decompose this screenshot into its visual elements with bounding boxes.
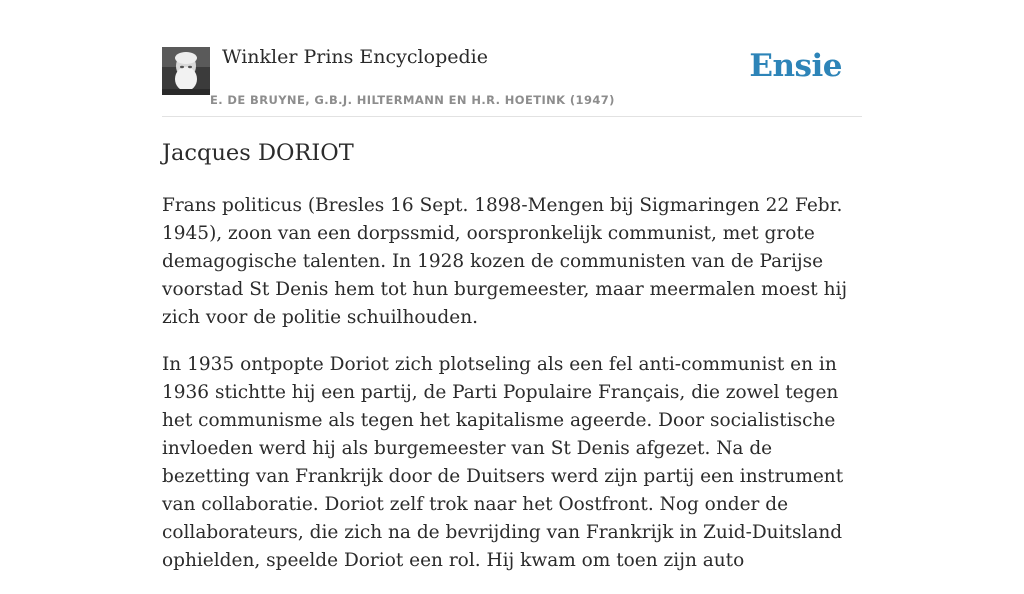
source-title-link[interactable]: Winkler Prins Encyclopedie: [222, 46, 488, 68]
author-avatar[interactable]: [162, 47, 210, 95]
ensie-logo-link[interactable]: Ensie: [749, 48, 842, 84]
article-paragraph: In 1935 ontpopte Doriot zich plotseling als een fel anti-communist en in 1936 stichtte hij een partij, de Parti Populaire Français, die zowel tegen het communisme als tegen het kapitalisme ageerde. Door socialistische invloeden werd hij als burgemeester van St Denis afgezet. Na de bezetting van Frankrijk door de Duitsers werd zijn partij een instrument van collaboratie. Doriot zelf trok naar het Oostfront. Nog onder de collaborateurs, die zich na de bevrijding van Frankrijk in Zuid-Duitsland ophielden, speelde Doriot een rol. Hij kwam om toen zijn auto: [162, 354, 844, 571]
source-header: [162, 40, 862, 117]
source-authors: E. DE BRUYNE, G.B.J. HILTERMANN EN H.R. HOETINK (1947): [210, 93, 615, 107]
article-body: [162, 192, 862, 594]
article-paragraph: Frans politicus (Bresles 16 Sept. 1898-Mengen bij Sigmaringen 22 Febr. 1945), zoon van een dorpssmid, oorspronkelijk communist, met grote demagogische talenten. In 1928 kozen de communisten van de Parijse voorstad St Denis hem tot hun burgemeester, maar meermalen moest hij zich voor de politie schuilhouden.: [162, 195, 848, 328]
portrait-icon: [162, 47, 210, 95]
article-title: Jacques DORIOT: [162, 140, 354, 166]
